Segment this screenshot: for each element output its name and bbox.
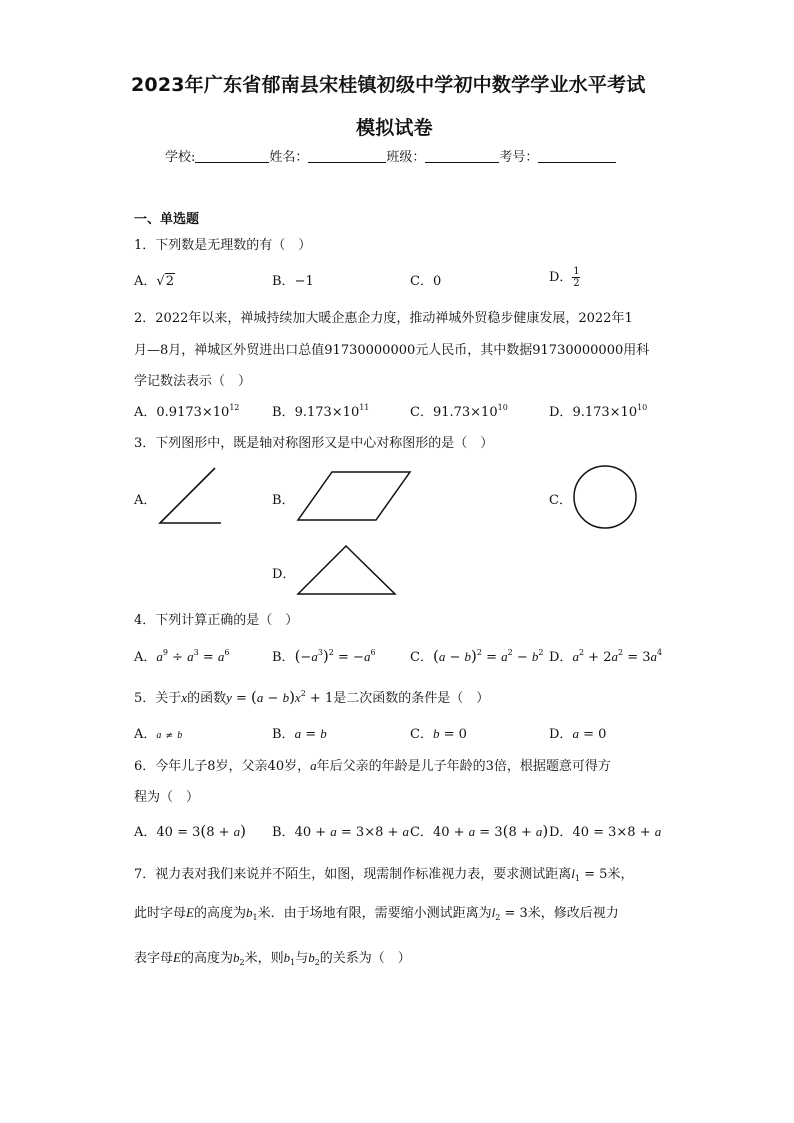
triangle-figure [295,542,399,598]
q2-line3: 学记数法表示（ ） [134,374,252,389]
q7-line1: 7．视力表对我们来说并不陌生，如图，现需制作标准视力表，要求测试距离$l_1 = 5$米， [134,866,634,883]
q7-line3: 表字母E的高度为$b_2$米，则$b_1$与$b_2$的关系为（ ） [134,950,411,967]
q4-option-d[interactable]: D．$a^2 + 2a^2 = 3a^4$ [549,648,663,665]
q1-option-a[interactable]: A．√2 [134,274,174,289]
school-label: 学校: [165,150,196,165]
exam-title-line1: 2023年广东省郁南县宋桂镇初级中学初中数学学业水平考试 [131,74,646,96]
class-field[interactable] [425,149,499,163]
q7-line2: 此时字母E的高度为$b_1$米．由于场地有限，需要缩小测试距离为$l_2 = 3$米，修改后视力 [134,905,619,922]
name-field[interactable] [308,149,386,163]
q1-stem: 1．下列数是无理数的有（ ） [134,238,312,253]
school-field[interactable] [195,149,269,163]
q6-option-c[interactable]: C．40 + a = 3(8 + a) [410,822,549,840]
angle-figure [155,465,225,530]
sqrt-icon: √2 [156,274,174,289]
exam-number-field[interactable] [538,149,616,163]
q5-stem: 5．关于x的函数$y = (a - b)x^2 + 1$是二次函数的条件是（ ） [134,688,490,706]
class-label: 班级： [386,150,426,165]
q2-line1: 2．2022年以来，禅城持续加大暖企惠企力度，推动禅城外贸稳步健康发展，2022年1 [134,311,633,326]
q4-option-b[interactable]: B．$(-a^3)^2 = -a^6$ [272,647,376,665]
q6-option-d[interactable]: D．40 = 3×8 + a [549,824,662,840]
q3-option-d[interactable]: D． [272,567,296,582]
q5-option-d[interactable]: D．a = 0 [549,726,607,742]
q2-option-a[interactable]: A．$0.9173\times 10^{12}$ [134,403,240,420]
q5-option-c[interactable]: C．b = 0 [410,726,467,742]
name-label: 姓名： [269,150,309,165]
student-info-row [165,146,616,165]
q4-stem: 4．下列计算正确的是（ ） [134,613,299,628]
q3-option-c[interactable]: C． [549,493,572,508]
q6-option-b[interactable]: B．40 + a = 3×8 + a [272,824,410,840]
q3-option-b[interactable]: B． [272,493,295,508]
q6-line2: 程为（ ） [134,790,200,805]
q2-option-d[interactable]: D．$9.173\times 10^{10}$ [549,403,648,420]
q1-option-c[interactable]: C．0 [410,274,442,289]
q6-option-a[interactable]: A．40 = 3(8 + a) [134,822,247,840]
q5-option-a[interactable]: A．a ≠ b [134,727,183,742]
q3-option-a[interactable]: A． [134,493,157,508]
q2-line2: 月—8月，禅城区外贸进出口总值91730000000元人民币，其中数据91730000000用科 [134,343,650,358]
q1-option-d[interactable]: D． $\frac{1}{2}$ [549,266,580,289]
q5-option-b[interactable]: B．a = b [272,726,327,742]
exam-title-line2: 模拟试卷 [356,117,433,139]
section-heading: 一、单选题 [134,212,200,227]
circle-figure [570,464,640,530]
q6-line1: 6．今年儿子8岁，父亲40岁，a年后父亲的年龄是儿子年龄的3倍，根据题意可得方 [134,758,611,774]
q1-option-b[interactable]: B．−1 [272,274,314,289]
q4-option-c[interactable]: C．$(a - b)^2 = a^2 - b^2$ [410,647,544,665]
q3-stem: 3．下列图形中，既是轴对称图形又是中心对称图形的是（ ） [134,436,494,451]
q4-option-a[interactable]: A．$a^9 \div a^3 = a^6$ [134,648,230,665]
fraction-one-half: $\frac{1}{2}$ [573,266,580,289]
q2-option-c[interactable]: C．$91.73\times 10^{10}$ [410,403,508,420]
q2-option-b[interactable]: B．$9.173\times 10^{11}$ [272,403,370,420]
exam-number-label: 考号： [499,150,539,165]
parallelogram-figure [295,468,415,524]
